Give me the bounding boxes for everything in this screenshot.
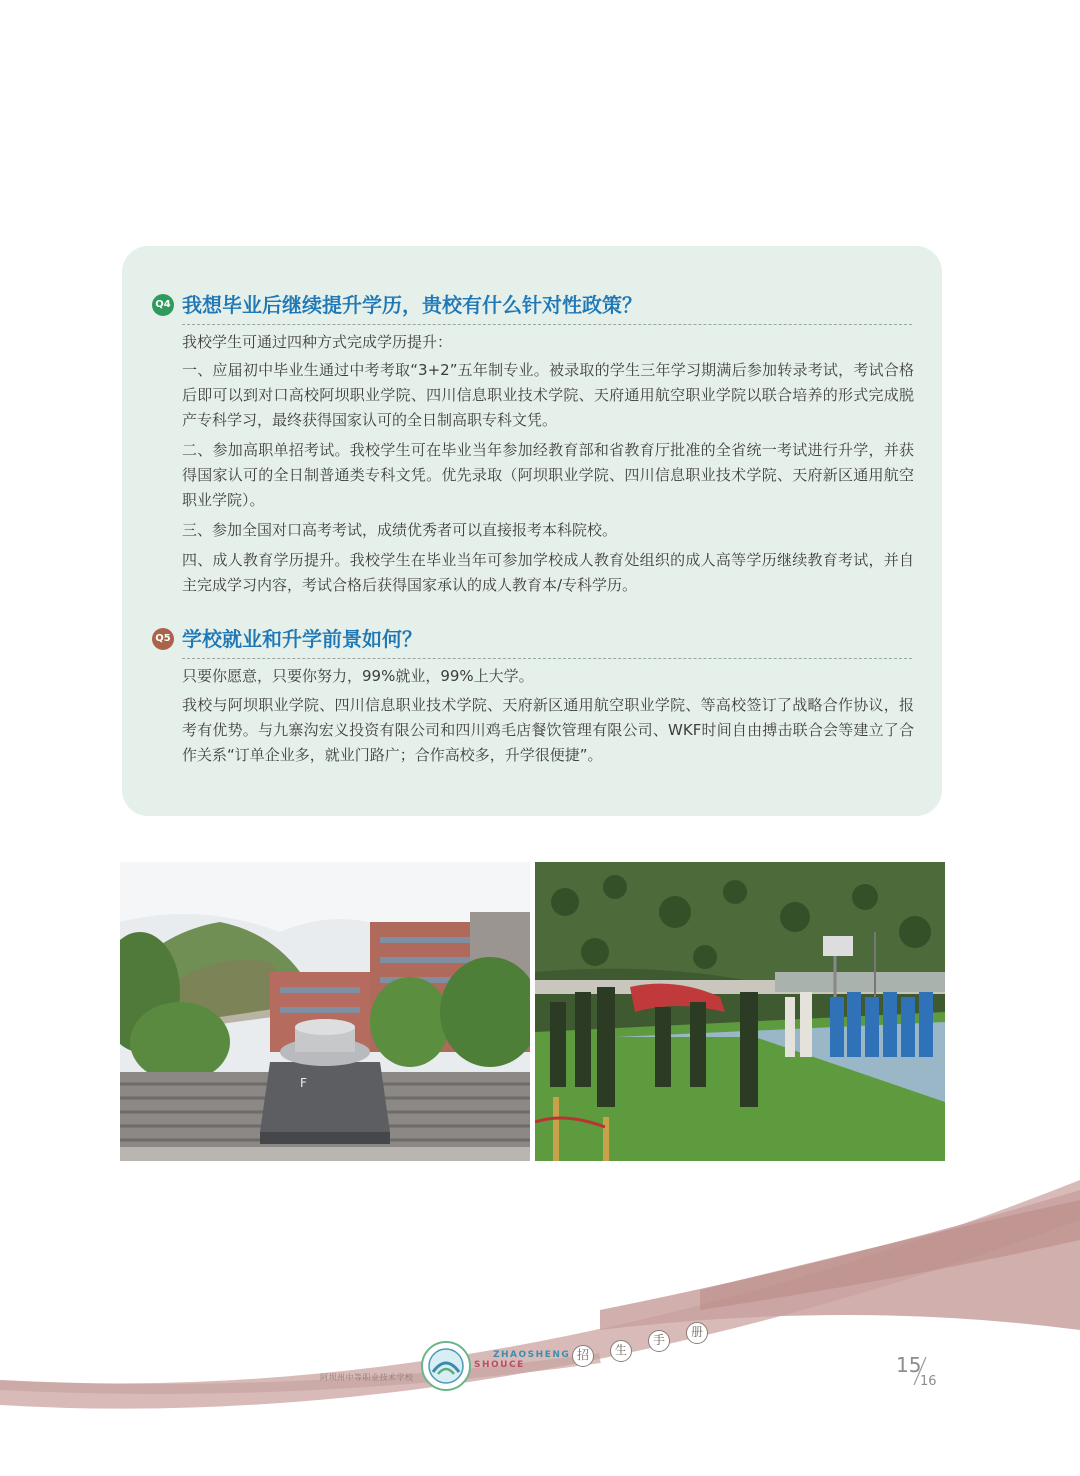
q4-heading — [152, 290, 912, 326]
page-number-total: 16 — [920, 1374, 937, 1389]
school-name: 阿坝州中等职业技术学校 — [320, 1373, 414, 1382]
q4-divider — [182, 324, 912, 325]
q4-paragraph-4: 四、成人教育学历提升。我校学生在毕业当年可参加学校成人教育处组织的成人高等学历继续教育考试，并自主完成学习内容，考试合格后获得国家承认的成人教育本/专科学历。 — [182, 551, 914, 594]
pinyin-shouce: SHOUCE — [474, 1360, 525, 1370]
q4-paragraph-1: 一、应届初中毕业生通过中考考取“3+2”五年制专业。被录取的学生三年学习期满后参加转录考试，考试合格后即可以到对口高校阿坝职业学院、四川信息职业技术学院、天府通用航空职业学院以联合培养的形式完成脱产专科学习，最终获得国家认可的全日制高职专科文凭。 — [182, 361, 914, 429]
q4-badge: Q4 — [152, 294, 174, 316]
page-number-current: 15 — [896, 1353, 922, 1377]
q5-paragraph-2: 我校与阿坝职业学院、四川信息职业技术学院、天府新区通用航空职业学院、等高校签订了战略合作协议，报考有优势。与九寨沟宏义投资有限公司和四川鸡毛店餐饮管理有限公司、WKF时间自由搏击联合会等建立了合作关系“订单企业多，就业门路广；合作高校多，升学很便捷”。 — [182, 696, 914, 764]
q4-paragraph-2: 二、参加高职单招考试。我校学生可在毕业当年参加经教育部和省教育厅批准的全省统一考试进行升学，并获得国家认可的全日制普通类专科文凭。优先录取（阿坝职业学院、四川信息职业技术学院、天府新区通用航空职业学院）。 — [182, 441, 914, 509]
q4-title: 我想毕业后继续提升学历，贵校有什么针对性政策？ — [182, 293, 642, 317]
pinyin-zhaosheng: ZHAOSHENG — [493, 1350, 571, 1360]
svg-text:F: F — [300, 1076, 307, 1090]
seal-char-ce: 册 — [686, 1322, 708, 1344]
q4-paragraph-intro: 我校学生可通过四种方式完成学历提升： — [182, 333, 453, 351]
seal-char-zhao: 招 — [572, 1345, 594, 1367]
flag-ceremony-photo — [535, 862, 945, 1161]
seal-char-shou: 手 — [648, 1330, 670, 1352]
faq-panel — [122, 246, 942, 816]
seal-char-sheng: 生 — [610, 1340, 632, 1362]
q5-divider — [182, 658, 912, 659]
footer-swoosh — [0, 1180, 1080, 1476]
campus-monument-photo — [120, 862, 530, 1161]
q5-heading — [152, 624, 912, 660]
q4-paragraph-3: 三、参加全国对口高考考试，成绩优秀者可以直接报考本科院校。 — [182, 521, 618, 539]
q5-title: 学校就业和升学前景如何？ — [182, 627, 422, 651]
q5-badge: Q5 — [152, 628, 174, 650]
q5-paragraph-1: 只要你愿意，只要你努力，99%就业，99%上大学。 — [182, 667, 534, 685]
school-logo-icon — [420, 1340, 472, 1392]
